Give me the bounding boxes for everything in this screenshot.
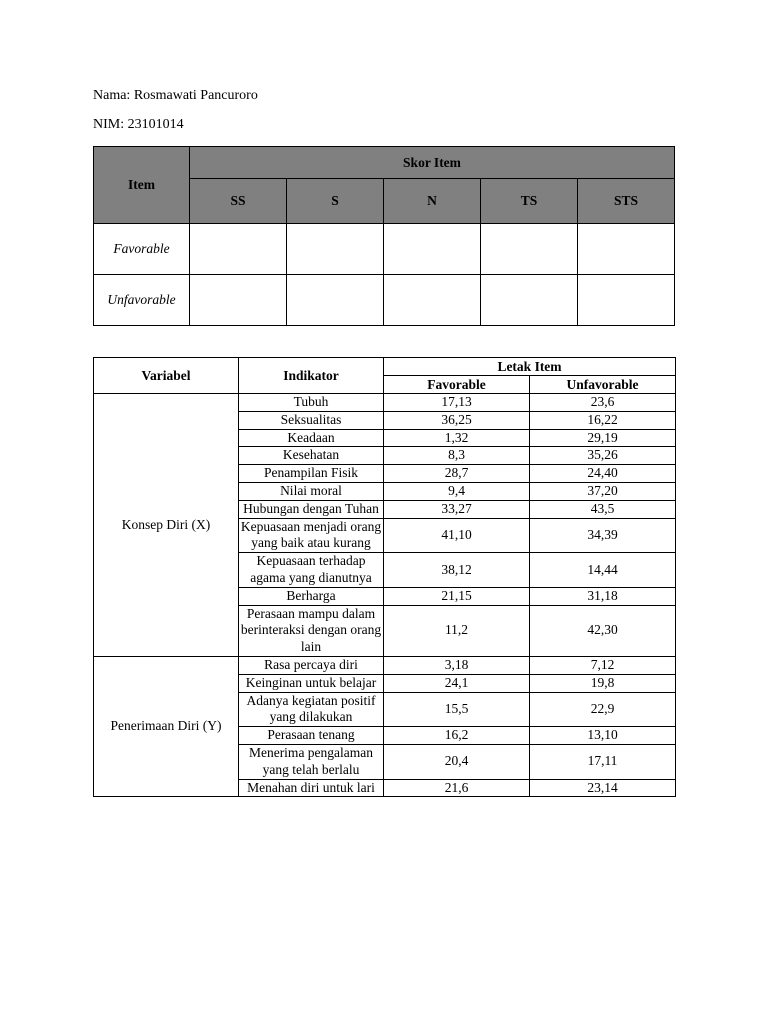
score-cell [287, 224, 384, 275]
indikator-cell: Hubungan dengan Tuhan [239, 500, 384, 518]
score-cell [384, 224, 481, 275]
favorable-cell: 33,27 [384, 500, 530, 518]
favorable-cell: 20,4 [384, 744, 530, 779]
favorable-cell: 38,12 [384, 553, 530, 588]
table-row [94, 656, 676, 674]
indikator-cell: Berharga [239, 587, 384, 605]
score-cell [578, 275, 675, 326]
favorable-cell: 36,25 [384, 411, 530, 429]
row-favorable: Favorable [94, 224, 190, 275]
score-cell [190, 275, 287, 326]
favorable-cell: 16,2 [384, 727, 530, 745]
favorable-cell: 41,10 [384, 518, 530, 553]
variabel-header: Variabel [94, 358, 239, 394]
blueprint-body [94, 394, 676, 797]
unfavorable-cell: 19,8 [530, 674, 676, 692]
col-n: N [384, 179, 481, 224]
indikator-header: Indikator [239, 358, 384, 394]
indikator-cell: Menahan diri untuk lari [239, 779, 384, 797]
unfavorable-cell: 7,12 [530, 656, 676, 674]
unfavorable-cell: 31,18 [530, 587, 676, 605]
col-sts: STS [578, 179, 675, 224]
favorable-cell: 28,7 [384, 465, 530, 483]
indikator-cell: Rasa percaya diri [239, 656, 384, 674]
favorable-cell: 21,15 [384, 587, 530, 605]
score-cell [287, 275, 384, 326]
unfavorable-header: Unfavorable [530, 376, 676, 394]
variabel-cell: Konsep Diri (X) [94, 394, 239, 657]
blueprint-table [93, 357, 676, 797]
skor-item-header: Skor Item [190, 147, 675, 179]
favorable-cell: 3,18 [384, 656, 530, 674]
indikator-cell: Perasaan tenang [239, 727, 384, 745]
item-header: Item [94, 147, 190, 224]
score-cell [481, 224, 578, 275]
col-ss: SS [190, 179, 287, 224]
score-table [93, 146, 675, 326]
unfavorable-cell: 35,26 [530, 447, 676, 465]
indikator-cell: Penampilan Fisik [239, 465, 384, 483]
unfavorable-cell: 43,5 [530, 500, 676, 518]
variabel-cell: Penerimaan Diri (Y) [94, 656, 239, 796]
favorable-cell: 17,13 [384, 394, 530, 412]
favorable-cell: 21,6 [384, 779, 530, 797]
score-cell [384, 275, 481, 326]
col-ts: TS [481, 179, 578, 224]
unfavorable-cell: 37,20 [530, 482, 676, 500]
favorable-cell: 1,32 [384, 429, 530, 447]
unfavorable-cell: 34,39 [530, 518, 676, 553]
unfavorable-cell: 42,30 [530, 605, 676, 656]
favorable-cell: 11,2 [384, 605, 530, 656]
favorable-cell: 24,1 [384, 674, 530, 692]
unfavorable-cell: 23,14 [530, 779, 676, 797]
unfavorable-cell: 13,10 [530, 727, 676, 745]
indikator-cell: Kepuasaan terhadap agama yang dianutnya [239, 553, 384, 588]
unfavorable-cell: 24,40 [530, 465, 676, 483]
col-s: S [287, 179, 384, 224]
favorable-cell: 9,4 [384, 482, 530, 500]
score-cell [190, 224, 287, 275]
score-cell [481, 275, 578, 326]
indikator-cell: Kepuasaan menjadi orang yang baik atau kurang [239, 518, 384, 553]
unfavorable-cell: 29,19 [530, 429, 676, 447]
unfavorable-cell: 23,6 [530, 394, 676, 412]
unfavorable-cell: 14,44 [530, 553, 676, 588]
indikator-cell: Adanya kegiatan positif yang dilakukan [239, 692, 384, 727]
row-unfavorable: Unfavorable [94, 275, 190, 326]
favorable-cell: 8,3 [384, 447, 530, 465]
unfavorable-cell: 22,9 [530, 692, 676, 727]
letak-item-header: Letak Item [384, 358, 676, 376]
indikator-cell: Perasaan mampu dalam berinteraksi dengan orang lain [239, 605, 384, 656]
favorable-header: Favorable [384, 376, 530, 394]
student-name: Nama: Rosmawati Pancuroro [93, 88, 258, 103]
indikator-cell: Tubuh [239, 394, 384, 412]
unfavorable-cell: 16,22 [530, 411, 676, 429]
indikator-cell: Menerima pengalaman yang telah berlalu [239, 744, 384, 779]
table-row [94, 394, 676, 412]
student-nim: NIM: 23101014 [93, 117, 184, 132]
unfavorable-cell: 17,11 [530, 744, 676, 779]
indikator-cell: Nilai moral [239, 482, 384, 500]
indikator-cell: Kesehatan [239, 447, 384, 465]
indikator-cell: Keinginan untuk belajar [239, 674, 384, 692]
score-cell [578, 224, 675, 275]
indikator-cell: Keadaan [239, 429, 384, 447]
indikator-cell: Seksualitas [239, 411, 384, 429]
favorable-cell: 15,5 [384, 692, 530, 727]
